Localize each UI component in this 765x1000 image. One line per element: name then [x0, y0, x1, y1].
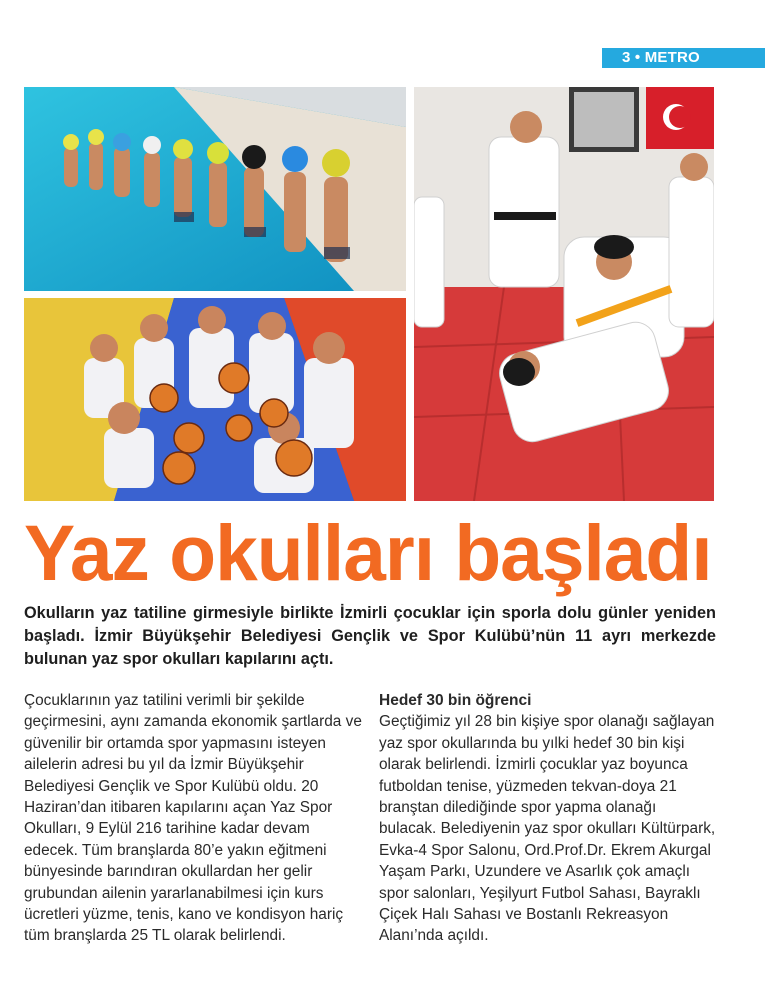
lead-paragraph: Okulların yaz tatiline girmesiyle birlikte İzmirli çocuklar için sporla dolu günler yeniden başladı. İzmir Büyükşehir Belediyesi Gençlik ve Spor Kulübü’nün 11 ayrı merkezde bulunan yaz spor okulları kapılarını açtı. [24, 604, 716, 668]
body-column-left [24, 690, 362, 947]
swimming-children-photo [24, 87, 406, 291]
judo-children-photo [414, 87, 714, 501]
subheading: Hedef 30 bin öğrenci [379, 692, 532, 709]
headline: Yaz okulları başladı [24, 508, 712, 597]
basketball-children-photo [24, 298, 406, 501]
section-label: 3 • METRO [602, 48, 765, 68]
body-paragraph-left: Çocuklarının yaz tatilini verimli bir şekilde geçirmesini, aynı zamanda ekonomik şartlarda ve güvenilir bir ortamda spor yapmasını isteyen ailelerin adresi bu yıl da İzmir Büyükşehir Belediyesi Gençlik ve Spor Kulübü oldu. 20 Haziran’dan itibaren kapılarını açan Yaz Spor Okulları, 9 Eylül 216 tarihine kadar devam edecek. Tüm branşlarda 80’e yakın eğitmeni bünyesinde barındıran okullardan her gelir grubundan ailenin yararlanabilmesi için kurs ücretleri yüzme, tenis, kano ve kondisyon hariç tüm branşlarda 25 TL olarak belirlendi. [24, 692, 362, 945]
body-paragraph-right: Geçtiğimiz yıl 28 bin kişiye spor olanağı sağlayan yaz spor okullarında bu yılki hedef 30 bin kişi olarak belirlendi. İzmirli çocuklar yaz boyunca futboldan tenise, yüzmeden tekvan-doya 21 branştan dilediğinde spor yapma olanağı bulacak. Belediyenin yaz spor okulları Kültürpark, Evka-4 Spor Salonu, Ord.Prof.Dr. Ekrem Akurgal Yaşam Parkı, Uzundere ve Asarlık çok amaçlı spor salonları, Yeşilyurt Futbol Sahası, Bayraklı Çiçek Halı Sahası ve Bostanlı Rekreasyon Alanı’nda açıldı. [379, 713, 716, 945]
body-column-right [379, 690, 717, 947]
